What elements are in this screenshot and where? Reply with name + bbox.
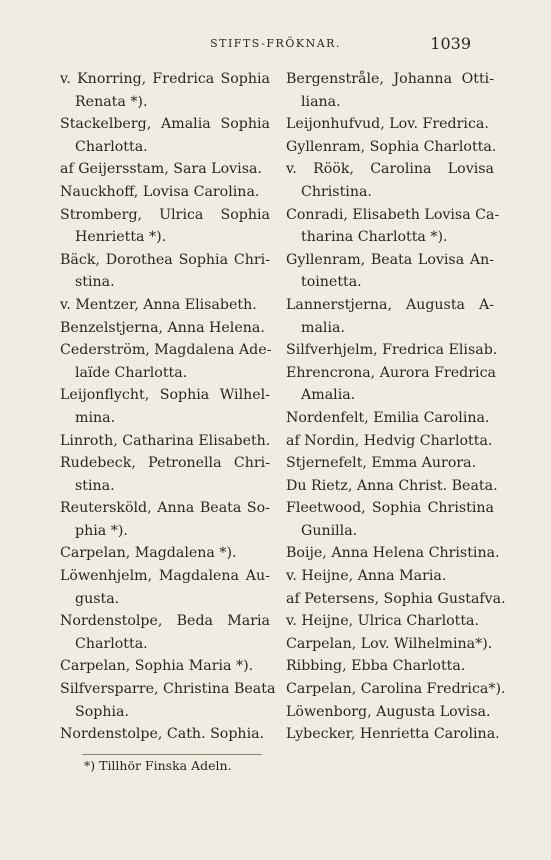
- entry-name-line: Rudebeck, Petronella Chri-: [60, 455, 270, 472]
- entry-continuation-line: gusta.: [75, 590, 120, 607]
- name-entry: [286, 701, 494, 724]
- name-entry: [60, 204, 270, 249]
- entry-continuation-line: liana.: [301, 93, 341, 110]
- name-entry: [286, 407, 494, 430]
- entry-continuation-line: Charlotta.: [75, 635, 148, 652]
- name-entry: [286, 362, 494, 407]
- entry-name-line: Nordenfelt, Emilia Carolina.: [286, 409, 490, 426]
- entry-name-line: Reutersköld, Anna Beata So-: [60, 500, 270, 517]
- name-entry: [286, 497, 494, 542]
- entry-name-line: Silfversparre, Christina Beata: [60, 681, 276, 698]
- entry-name-line: v. Heijne, Anna Maria.: [286, 568, 447, 585]
- entry-continuation-line: Gunilla.: [301, 522, 358, 539]
- entry-continuation-line: mina.: [75, 409, 116, 426]
- entry-name-line: Leijonflycht, Sophia Wilhel-: [60, 387, 270, 404]
- entry-name-line: Cederström, Magdalena Ade-: [60, 342, 272, 359]
- entry-name-line: Stjernefelt, Emma Aurora.: [286, 455, 477, 472]
- entry-continuation-line: Christina.: [301, 183, 372, 200]
- entry-name-line: Benzelstjerna, Anna Helena.: [60, 319, 265, 336]
- entry-name-line: v. Knorring, Fredrica Sophia: [60, 71, 270, 87]
- name-entry: [286, 723, 500, 746]
- name-entry: [60, 430, 270, 453]
- name-entry: [60, 655, 270, 678]
- name-entry: [286, 678, 506, 701]
- name-entry: [286, 475, 498, 498]
- entry-name-line: Fleetwood, Sophia Christina: [286, 500, 494, 517]
- name-entry: [286, 452, 494, 475]
- footnote: *) Tillhör Finska Adeln.: [84, 758, 232, 773]
- entry-continuation-line: stina.: [75, 477, 115, 494]
- page-number: 1039: [430, 34, 471, 53]
- name-entry: [60, 542, 270, 565]
- entry-name-line: af Petersens, Sophia Gustafva.: [286, 590, 506, 607]
- entry-name-line: v. Röök, Carolina Lovisa: [286, 161, 494, 178]
- entry-name-line: Carpelan, Sophia Maria *).: [60, 658, 254, 675]
- entry-name-line: Carpelan, Carolina Fredrica*).: [286, 681, 506, 698]
- entry-continuation-line: tharina Charlotta *).: [301, 229, 448, 246]
- entry-name-line: Stromberg, Ulrica Sophia: [60, 206, 270, 223]
- entry-continuation-line: malia.: [301, 319, 345, 336]
- name-entry: [286, 339, 498, 362]
- name-entry: [60, 678, 276, 723]
- entry-name-line: v. Heijne, Ulrica Charlotta.: [286, 613, 480, 630]
- entry-name-line: Ehrencrona, Aurora Fredrica: [286, 364, 496, 381]
- name-entry: [60, 181, 270, 204]
- name-entry: [286, 158, 494, 203]
- running-header: STIFTS-FRÖKNAR.: [210, 37, 341, 50]
- name-entry: [286, 249, 494, 294]
- entry-name-line: af Nordin, Hedvig Charlotta.: [286, 432, 493, 449]
- entry-continuation-line: Henrietta *).: [75, 229, 167, 246]
- name-entry: [60, 68, 270, 113]
- entry-continuation-line: Renata *).: [75, 93, 148, 110]
- entry-name-line: Ribbing, Ebba Charlotta.: [286, 658, 466, 675]
- name-entry: [286, 294, 494, 339]
- name-entry: [60, 565, 270, 610]
- entry-continuation-line: stina.: [75, 274, 115, 291]
- entry-name-line: Carpelan, Magdalena *).: [60, 545, 237, 562]
- entry-name-line: Gyllenram, Beata Lovisa An-: [286, 251, 494, 268]
- entry-name-line: Lannerstjerna, Augusta A-: [286, 296, 494, 313]
- entry-name-line: Nordenstolpe, Beda Maria: [60, 613, 270, 630]
- name-entry: [60, 384, 270, 429]
- name-entry: [286, 68, 494, 113]
- entry-name-line: Nauckhoff, Lovisa Carolina.: [60, 183, 260, 200]
- entry-name-line: v. Mentzer, Anna Elisabeth.: [60, 296, 257, 313]
- left-column: [60, 68, 276, 746]
- entry-name-line: Boije, Anna Helena Christina.: [286, 545, 500, 562]
- name-entry: [60, 317, 270, 340]
- name-entry: [60, 339, 270, 384]
- entry-name-line: Leijonhufvud, Lov. Fredrica.: [286, 116, 489, 133]
- name-entry: [60, 723, 270, 746]
- entry-name-line: Stackelberg, Amalia Sophia: [60, 116, 270, 133]
- entry-name-line: Conradi, Elisabeth Lovisa Ca-: [286, 206, 500, 223]
- entry-name-line: af Geijersstam, Sara Lovisa.: [60, 161, 262, 178]
- right-column: [286, 68, 506, 746]
- name-entry: [286, 655, 494, 678]
- entry-name-line: Löwenhjelm, Magdalena Au-: [60, 568, 270, 585]
- entry-name-line: Du Rietz, Anna Christ. Beata.: [286, 477, 498, 494]
- entry-name-line: Gyllenram, Sophia Charlotta.: [286, 138, 497, 155]
- name-entry: [286, 565, 494, 588]
- entry-continuation-line: phia *).: [75, 522, 128, 539]
- name-entry: [286, 588, 506, 611]
- entry-name-line: Bäck, Dorothea Sophia Chri-: [60, 251, 270, 268]
- entry-continuation-line: Sophia.: [75, 703, 129, 720]
- name-entry: [60, 294, 270, 317]
- name-entry: [286, 136, 497, 159]
- entry-name-line: Bergenstråle, Johanna Otti-: [286, 71, 494, 87]
- name-entry: [60, 610, 270, 655]
- name-entry: [286, 204, 500, 249]
- entry-continuation-line: toinetta.: [301, 274, 362, 291]
- name-entry: [60, 497, 270, 542]
- entry-continuation-line: Amalia.: [301, 387, 356, 404]
- name-entry: [286, 542, 500, 565]
- name-entry: [60, 113, 270, 158]
- name-entry: [60, 249, 270, 294]
- entry-name-line: Löwenborg, Augusta Lovisa.: [286, 703, 491, 720]
- name-entry: [286, 610, 494, 633]
- entry-name-line: Silfverhjelm, Fredrica Elisab.: [286, 342, 498, 359]
- name-entry: [286, 633, 494, 656]
- entry-name-line: Lybecker, Henrietta Carolina.: [286, 726, 500, 743]
- entry-name-line: Linroth, Catharina Elisabeth.: [60, 432, 271, 449]
- entry-name-line: Nordenstolpe, Cath. Sophia.: [60, 726, 265, 743]
- entry-continuation-line: laïde Charlotta.: [75, 364, 188, 381]
- name-entry: [286, 430, 494, 453]
- name-entry: [60, 452, 270, 497]
- name-entry: [60, 158, 270, 181]
- footnote-rule: [82, 754, 262, 755]
- entry-name-line: Carpelan, Lov. Wilhelmina*).: [286, 635, 493, 652]
- entry-continuation-line: Charlotta.: [75, 138, 148, 155]
- name-entry: [286, 113, 494, 136]
